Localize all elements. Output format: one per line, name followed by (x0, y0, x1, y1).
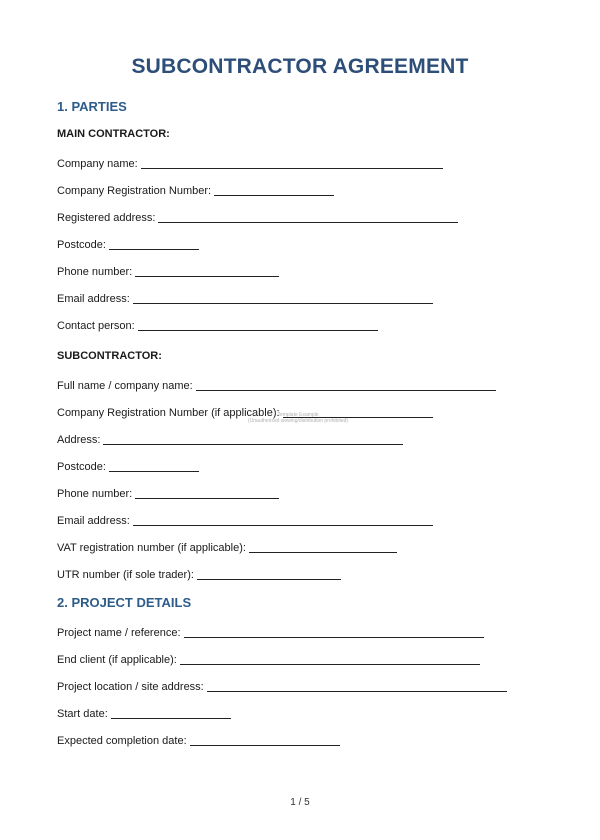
utr-number-input-line[interactable] (197, 568, 341, 580)
field-end-client (57, 651, 480, 666)
start-date-input-line[interactable] (111, 707, 231, 719)
watermark: Template Example (Unauthorized viewing/distribution prohibited) (248, 412, 349, 424)
sub-email-address-input-line[interactable] (133, 514, 433, 526)
email-address-input-line[interactable] (133, 292, 433, 304)
section-heading-project-details: 2. PROJECT DETAILS (57, 595, 192, 610)
contact-person-input-line[interactable] (138, 319, 378, 331)
section-heading-parties: 1. PARTIES (57, 99, 127, 114)
completion-date-input-line[interactable] (190, 734, 340, 746)
vat-number-input-line[interactable] (249, 541, 397, 553)
field-project-name (57, 624, 484, 639)
field-label: Project location / site address: (57, 681, 204, 693)
field-label: Project name / reference: (57, 627, 181, 639)
field-label: Email address: (57, 515, 130, 527)
full-name-input-line[interactable] (196, 379, 496, 391)
field-main-registered-address (57, 209, 458, 224)
registered-address-input-line[interactable] (158, 211, 458, 223)
company-name-input-line[interactable] (141, 157, 443, 169)
project-location-input-line[interactable] (207, 680, 507, 692)
field-sub-full-name (57, 377, 496, 392)
subheading-main-contractor: MAIN CONTRACTOR: (57, 128, 170, 140)
field-main-contact-person (57, 317, 378, 332)
sub-postcode-input-line[interactable] (109, 460, 199, 472)
field-label: Registered address: (57, 212, 156, 224)
field-start-date (57, 705, 231, 720)
field-label: Phone number: (57, 266, 133, 278)
field-main-phone-number (57, 263, 279, 278)
field-label: Contact person: (57, 320, 135, 332)
subheading-subcontractor: SUBCONTRACTOR: (57, 350, 162, 362)
end-client-input-line[interactable] (180, 653, 480, 665)
field-main-registration-number (57, 182, 334, 197)
field-label: Postcode: (57, 239, 106, 251)
field-label: VAT registration number (if applicable): (57, 542, 246, 554)
field-sub-vat-number (57, 539, 397, 554)
field-label: Phone number: (57, 488, 133, 500)
field-label: Email address: (57, 293, 130, 305)
field-sub-phone-number (57, 485, 279, 500)
field-label: Expected completion date: (57, 735, 187, 747)
field-sub-address (57, 431, 403, 446)
field-sub-postcode (57, 458, 199, 473)
document-title: SUBCONTRACTOR AGREEMENT (131, 55, 469, 78)
field-sub-registration-number (57, 404, 433, 419)
registration-number-input-line[interactable] (214, 184, 334, 196)
field-sub-utr-number (57, 566, 341, 581)
postcode-input-line[interactable] (109, 238, 199, 250)
phone-number-input-line[interactable] (135, 265, 279, 277)
field-label: End client (if applicable): (57, 654, 177, 666)
field-label: Company name: (57, 158, 138, 170)
field-label: Company Registration Number: (57, 185, 212, 197)
field-sub-email-address (57, 512, 433, 527)
field-project-location (57, 678, 507, 693)
field-main-company-name (57, 155, 443, 170)
field-label: Postcode: (57, 461, 106, 473)
field-label: Full name / company name: (57, 380, 193, 392)
field-label: Start date: (57, 708, 108, 720)
project-name-input-line[interactable] (184, 626, 484, 638)
field-main-email-address (57, 290, 433, 305)
field-completion-date (57, 732, 340, 747)
address-input-line[interactable] (103, 433, 403, 445)
field-label: Company Registration Number (if applicable): (57, 407, 280, 419)
field-main-postcode (57, 236, 199, 251)
sub-phone-number-input-line[interactable] (135, 487, 279, 499)
field-label: UTR number (if sole trader): (57, 569, 194, 581)
field-label: Address: (57, 434, 101, 446)
page-number: 1 / 5 (290, 797, 310, 808)
